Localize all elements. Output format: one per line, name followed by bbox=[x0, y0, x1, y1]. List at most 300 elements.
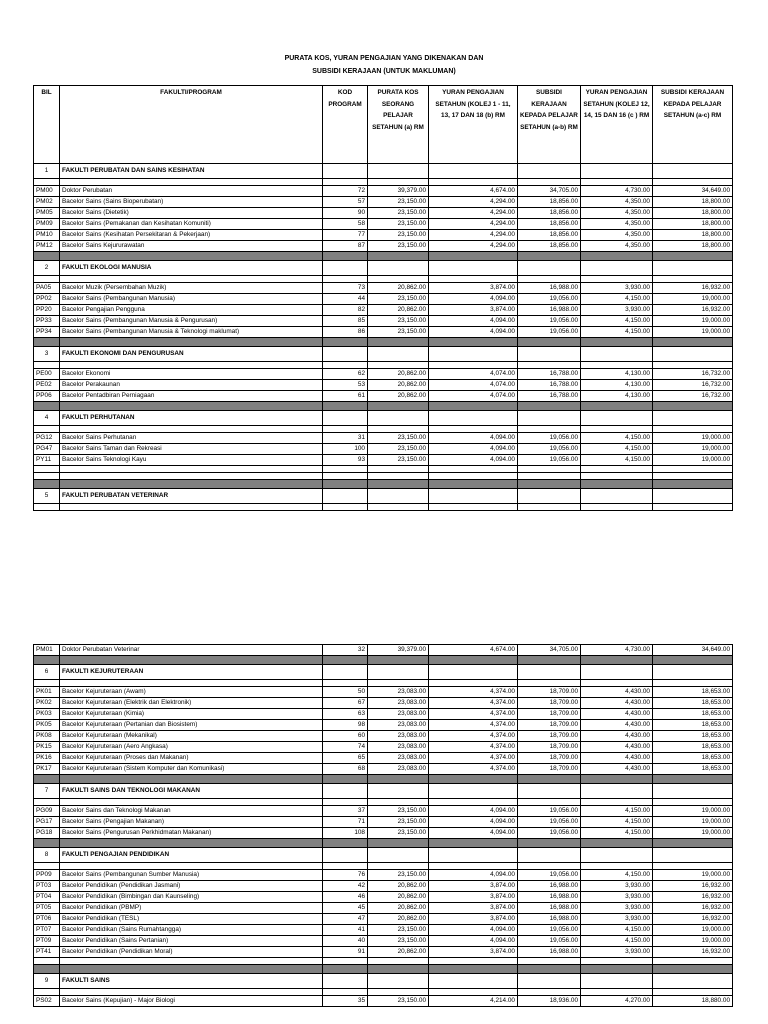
purata-kos: 23,083.00 bbox=[368, 709, 429, 720]
table-row bbox=[34, 709, 733, 720]
yuran-c: 4,150.00 bbox=[581, 925, 653, 936]
kod-program: 77 bbox=[323, 230, 368, 241]
separator-row bbox=[34, 252, 733, 261]
empty-cell bbox=[368, 338, 429, 347]
faculty-number: 6 bbox=[34, 665, 60, 680]
table-row bbox=[34, 645, 733, 656]
program-name: Bacelor Pentadbiran Perniagaan bbox=[60, 391, 323, 402]
empty-cell bbox=[323, 402, 368, 411]
blank-row bbox=[34, 799, 733, 806]
subsidi-ac: 19,000.00 bbox=[653, 455, 733, 466]
blank-row bbox=[34, 276, 733, 283]
yuran-b: 3,874.00 bbox=[429, 892, 518, 903]
faculty-number: 7 bbox=[34, 784, 60, 799]
separator-row bbox=[34, 402, 733, 411]
kod-program: 67 bbox=[323, 698, 368, 709]
subsidi-ac: 34,649.00 bbox=[653, 645, 733, 656]
yuran-b: 4,214.00 bbox=[429, 996, 518, 1007]
subsidi-ac: 18,653.00 bbox=[653, 698, 733, 709]
yuran-b: 4,374.00 bbox=[429, 687, 518, 698]
subsidi-ac: 19,000.00 bbox=[653, 828, 733, 839]
header-purata-kos: PURATA KOS SEORANG PELAJAR SETAHUN (a) RM bbox=[368, 86, 429, 164]
empty-cell bbox=[518, 252, 581, 261]
empty-cell bbox=[518, 466, 581, 473]
subsidi-ac: 18,653.00 bbox=[653, 753, 733, 764]
table-row bbox=[34, 294, 733, 305]
empty-cell bbox=[323, 276, 368, 283]
empty-cell bbox=[323, 799, 368, 806]
program-code: PG47 bbox=[34, 444, 60, 455]
purata-kos: 23,083.00 bbox=[368, 698, 429, 709]
empty-cell bbox=[518, 848, 581, 863]
yuran-c: 4,430.00 bbox=[581, 720, 653, 731]
yuran-b: 3,874.00 bbox=[429, 914, 518, 925]
subsidi-ac: 16,732.00 bbox=[653, 369, 733, 380]
empty-cell bbox=[581, 480, 653, 489]
program-name: Bacelor Kejuruteraan (Pertanian dan Biosistem) bbox=[60, 720, 323, 731]
empty-cell bbox=[653, 965, 733, 974]
blank-row bbox=[34, 989, 733, 996]
program-name: Doktor Perubatan Veterinar bbox=[60, 645, 323, 656]
purata-kos: 23,150.00 bbox=[368, 936, 429, 947]
subsidi-ab: 19,056.00 bbox=[518, 316, 581, 327]
empty-cell bbox=[429, 164, 518, 179]
yuran-c: 4,150.00 bbox=[581, 870, 653, 881]
empty-cell bbox=[429, 863, 518, 870]
subsidi-ab: 18,709.00 bbox=[518, 742, 581, 753]
table-row bbox=[34, 283, 733, 294]
program-name: Bacelor Pendidikan (Sains Pertanian) bbox=[60, 936, 323, 947]
subsidi-ac: 16,932.00 bbox=[653, 914, 733, 925]
program-code: PT07 bbox=[34, 925, 60, 936]
separator-row bbox=[34, 480, 733, 489]
purata-kos: 23,083.00 bbox=[368, 742, 429, 753]
subsidi-ac: 18,653.00 bbox=[653, 709, 733, 720]
subsidi-ac: 19,000.00 bbox=[653, 817, 733, 828]
empty-cell bbox=[429, 252, 518, 261]
subsidi-ac: 19,000.00 bbox=[653, 806, 733, 817]
purata-kos: 39,379.00 bbox=[368, 645, 429, 656]
title-line-1: PURATA KOS, YURAN PENGAJIAN YANG DIKENAKAN DAN bbox=[284, 55, 484, 62]
program-code: PS02 bbox=[34, 996, 60, 1007]
empty-cell bbox=[429, 426, 518, 433]
empty-cell bbox=[368, 411, 429, 426]
empty-cell bbox=[60, 252, 323, 261]
faculty-number: 2 bbox=[34, 261, 60, 276]
subsidi-ab: 18,936.00 bbox=[518, 996, 581, 1007]
empty-cell bbox=[429, 974, 518, 989]
purata-kos: 23,150.00 bbox=[368, 828, 429, 839]
empty-cell bbox=[429, 338, 518, 347]
kod-program: 90 bbox=[323, 208, 368, 219]
subsidi-ab: 19,056.00 bbox=[518, 806, 581, 817]
kod-program: 44 bbox=[323, 294, 368, 305]
empty-cell bbox=[34, 863, 60, 870]
yuran-c: 4,150.00 bbox=[581, 294, 653, 305]
empty-cell bbox=[368, 179, 429, 186]
subsidi-ac: 19,000.00 bbox=[653, 870, 733, 881]
empty-cell bbox=[323, 974, 368, 989]
table-row bbox=[34, 742, 733, 753]
empty-cell bbox=[34, 799, 60, 806]
empty-cell bbox=[518, 402, 581, 411]
empty-cell bbox=[323, 680, 368, 687]
header-subsidi-ab: SUBSIDI KERAJAAN KEPADA PELAJAR SETAHUN (a-b) RM bbox=[518, 86, 581, 164]
yuran-b: 3,874.00 bbox=[429, 947, 518, 958]
purata-kos: 20,862.00 bbox=[368, 903, 429, 914]
kod-program: 37 bbox=[323, 806, 368, 817]
table-row bbox=[34, 806, 733, 817]
blank-row bbox=[34, 466, 733, 473]
kod-program: 45 bbox=[323, 903, 368, 914]
kod-program: 58 bbox=[323, 219, 368, 230]
program-name: Bacelor Pengajian Pengguna bbox=[60, 305, 323, 316]
subsidi-ab: 19,056.00 bbox=[518, 327, 581, 338]
program-name: Bacelor Sains dan Teknologi Makanan bbox=[60, 806, 323, 817]
empty-cell bbox=[518, 680, 581, 687]
empty-cell bbox=[518, 839, 581, 848]
table-row bbox=[34, 433, 733, 444]
purata-kos: 23,150.00 bbox=[368, 996, 429, 1007]
yuran-b: 4,374.00 bbox=[429, 742, 518, 753]
empty-cell bbox=[368, 656, 429, 665]
kod-program: 98 bbox=[323, 720, 368, 731]
program-name: Bacelor Kejuruteraan (Mekanikal) bbox=[60, 731, 323, 742]
empty-cell bbox=[60, 775, 323, 784]
empty-cell bbox=[368, 473, 429, 480]
program-code: PG12 bbox=[34, 433, 60, 444]
yuran-c: 4,130.00 bbox=[581, 369, 653, 380]
program-name: Bacelor Pendidikan (Pendidikan Jasmani) bbox=[60, 881, 323, 892]
empty-cell bbox=[34, 473, 60, 480]
subsidi-ac: 18,800.00 bbox=[653, 219, 733, 230]
yuran-b: 4,094.00 bbox=[429, 316, 518, 327]
empty-cell bbox=[429, 839, 518, 848]
program-code: PG17 bbox=[34, 817, 60, 828]
empty-cell bbox=[429, 656, 518, 665]
program-name: Bacelor Pendidikan (TESL) bbox=[60, 914, 323, 925]
yuran-b: 4,374.00 bbox=[429, 764, 518, 775]
table-row bbox=[34, 764, 733, 775]
empty-cell bbox=[581, 338, 653, 347]
yuran-c: 4,150.00 bbox=[581, 828, 653, 839]
subsidi-ac: 16,732.00 bbox=[653, 391, 733, 402]
subsidi-ac: 19,000.00 bbox=[653, 936, 733, 947]
empty-cell bbox=[368, 848, 429, 863]
empty-cell bbox=[60, 656, 323, 665]
faculty-row bbox=[34, 848, 733, 863]
table-row bbox=[34, 327, 733, 338]
faculty-number: 9 bbox=[34, 974, 60, 989]
subsidi-ab: 19,056.00 bbox=[518, 817, 581, 828]
empty-cell bbox=[518, 656, 581, 665]
empty-cell bbox=[368, 775, 429, 784]
empty-cell bbox=[429, 848, 518, 863]
table-row bbox=[34, 925, 733, 936]
program-name: Bacelor Kejuruteraan (Aero Angkasa) bbox=[60, 742, 323, 753]
empty-cell bbox=[60, 473, 323, 480]
empty-cell bbox=[429, 489, 518, 504]
empty-cell bbox=[34, 504, 60, 511]
empty-cell bbox=[60, 863, 323, 870]
empty-cell bbox=[323, 252, 368, 261]
purata-kos: 20,862.00 bbox=[368, 283, 429, 294]
fee-table-page-1 bbox=[33, 85, 733, 511]
program-code: PP34 bbox=[34, 327, 60, 338]
purata-kos: 23,150.00 bbox=[368, 208, 429, 219]
kod-program: 73 bbox=[323, 283, 368, 294]
empty-cell bbox=[653, 974, 733, 989]
fee-table-page-2 bbox=[33, 644, 733, 1007]
program-code: PM00 bbox=[34, 186, 60, 197]
program-code: PK02 bbox=[34, 698, 60, 709]
empty-cell bbox=[60, 504, 323, 511]
subsidi-ab: 18,709.00 bbox=[518, 764, 581, 775]
program-name: Bacelor Kejuruteraan (Proses dan Makanan) bbox=[60, 753, 323, 764]
table-row bbox=[34, 230, 733, 241]
empty-cell bbox=[60, 362, 323, 369]
yuran-c: 4,730.00 bbox=[581, 186, 653, 197]
empty-cell bbox=[653, 426, 733, 433]
empty-cell bbox=[429, 411, 518, 426]
table-row bbox=[34, 219, 733, 230]
empty-cell bbox=[60, 680, 323, 687]
program-code: PP20 bbox=[34, 305, 60, 316]
purata-kos: 23,150.00 bbox=[368, 230, 429, 241]
table-row bbox=[34, 720, 733, 731]
table-row bbox=[34, 817, 733, 828]
empty-cell bbox=[60, 958, 323, 965]
yuran-b: 4,294.00 bbox=[429, 208, 518, 219]
purata-kos: 23,150.00 bbox=[368, 444, 429, 455]
program-code: PM10 bbox=[34, 230, 60, 241]
empty-cell bbox=[518, 426, 581, 433]
subsidi-ac: 19,000.00 bbox=[653, 294, 733, 305]
subsidi-ab: 18,709.00 bbox=[518, 753, 581, 764]
empty-cell bbox=[581, 839, 653, 848]
table-row bbox=[34, 455, 733, 466]
subsidi-ab: 16,788.00 bbox=[518, 380, 581, 391]
empty-cell bbox=[653, 958, 733, 965]
faculty-number: 8 bbox=[34, 848, 60, 863]
faculty-number: 4 bbox=[34, 411, 60, 426]
yuran-b: 4,094.00 bbox=[429, 870, 518, 881]
empty-cell bbox=[34, 402, 60, 411]
program-name: Bacelor Kejuruteraan (Sistem Komputer dan Komunikasi) bbox=[60, 764, 323, 775]
empty-cell bbox=[323, 338, 368, 347]
blank-row bbox=[34, 179, 733, 186]
empty-cell bbox=[60, 989, 323, 996]
empty-cell bbox=[34, 179, 60, 186]
subsidi-ab: 19,056.00 bbox=[518, 828, 581, 839]
empty-cell bbox=[518, 784, 581, 799]
empty-cell bbox=[368, 362, 429, 369]
program-name: Bacelor Pendidikan (Bimbingan dan Kaunseling) bbox=[60, 892, 323, 903]
empty-cell bbox=[581, 276, 653, 283]
table-row bbox=[34, 881, 733, 892]
empty-cell bbox=[323, 784, 368, 799]
empty-cell bbox=[518, 863, 581, 870]
empty-cell bbox=[368, 839, 429, 848]
blank-row bbox=[34, 473, 733, 480]
program-name: Bacelor Sains (Pembangunan Sumber Manusia) bbox=[60, 870, 323, 881]
subsidi-ab: 34,705.00 bbox=[518, 186, 581, 197]
empty-cell bbox=[429, 958, 518, 965]
subsidi-ab: 19,056.00 bbox=[518, 444, 581, 455]
subsidi-ab: 18,856.00 bbox=[518, 208, 581, 219]
empty-cell bbox=[60, 480, 323, 489]
yuran-b: 4,094.00 bbox=[429, 925, 518, 936]
program-name: Bacelor Perakaunan bbox=[60, 380, 323, 391]
empty-cell bbox=[581, 164, 653, 179]
empty-cell bbox=[581, 179, 653, 186]
empty-cell bbox=[368, 680, 429, 687]
program-code: PT03 bbox=[34, 881, 60, 892]
header-yuran-c: YURAN PENGAJIAN SETAHUN (KOLEJ 12, 14, 15 DAN 16 (c ) RM bbox=[581, 86, 653, 164]
table-row bbox=[34, 936, 733, 947]
kod-program: 46 bbox=[323, 892, 368, 903]
empty-cell bbox=[429, 989, 518, 996]
empty-cell bbox=[581, 784, 653, 799]
empty-cell bbox=[34, 362, 60, 369]
yuran-c: 4,430.00 bbox=[581, 764, 653, 775]
yuran-b: 4,094.00 bbox=[429, 433, 518, 444]
yuran-b: 4,094.00 bbox=[429, 936, 518, 947]
yuran-c: 3,930.00 bbox=[581, 892, 653, 903]
purata-kos: 23,150.00 bbox=[368, 241, 429, 252]
subsidi-ab: 18,709.00 bbox=[518, 709, 581, 720]
yuran-c: 4,150.00 bbox=[581, 806, 653, 817]
faculty-row bbox=[34, 665, 733, 680]
purata-kos: 23,150.00 bbox=[368, 327, 429, 338]
empty-cell bbox=[60, 338, 323, 347]
program-code: PT09 bbox=[34, 936, 60, 947]
program-code: PK17 bbox=[34, 764, 60, 775]
program-name: Bacelor Muzik (Persembahan Muzik) bbox=[60, 283, 323, 294]
empty-cell bbox=[518, 989, 581, 996]
empty-cell bbox=[34, 656, 60, 665]
yuran-b: 4,074.00 bbox=[429, 369, 518, 380]
program-name: Bacelor Sains (Kepujian) - Major Biologi bbox=[60, 996, 323, 1007]
blank-row bbox=[34, 863, 733, 870]
purata-kos: 39,379.00 bbox=[368, 186, 429, 197]
kod-program: 100 bbox=[323, 444, 368, 455]
empty-cell bbox=[653, 989, 733, 996]
subsidi-ac: 18,800.00 bbox=[653, 230, 733, 241]
empty-cell bbox=[581, 965, 653, 974]
subsidi-ac: 16,732.00 bbox=[653, 380, 733, 391]
table-row bbox=[34, 828, 733, 839]
kod-program: 68 bbox=[323, 764, 368, 775]
program-name: Bacelor Kejuruteraan (Elektrik dan Elektronik) bbox=[60, 698, 323, 709]
table-body-page-1 bbox=[34, 164, 733, 511]
table-row bbox=[34, 687, 733, 698]
empty-cell bbox=[323, 347, 368, 362]
table-row bbox=[34, 316, 733, 327]
empty-cell bbox=[323, 839, 368, 848]
program-name: Bacelor Sains (Pembangunan Manusia) bbox=[60, 294, 323, 305]
empty-cell bbox=[60, 276, 323, 283]
faculty-row bbox=[34, 261, 733, 276]
yuran-c: 4,130.00 bbox=[581, 380, 653, 391]
subsidi-ac: 18,800.00 bbox=[653, 208, 733, 219]
yuran-c: 4,150.00 bbox=[581, 444, 653, 455]
table-row bbox=[34, 892, 733, 903]
purata-kos: 20,862.00 bbox=[368, 380, 429, 391]
program-name: Bacelor Pendidikan (Pendidikan Moral) bbox=[60, 947, 323, 958]
yuran-c: 4,150.00 bbox=[581, 433, 653, 444]
subsidi-ab: 19,056.00 bbox=[518, 870, 581, 881]
header-yuran-b: YURAN PENGAJIAN SETAHUN (KOLEJ 1 - 11, 13, 17 DAN 18 (b) RM bbox=[429, 86, 518, 164]
empty-cell bbox=[518, 799, 581, 806]
empty-cell bbox=[429, 504, 518, 511]
subsidi-ab: 18,856.00 bbox=[518, 219, 581, 230]
faculty-row bbox=[34, 411, 733, 426]
subsidi-ab: 18,709.00 bbox=[518, 731, 581, 742]
faculty-name: FAKULTI KEJURUTERAAN bbox=[60, 665, 323, 680]
empty-cell bbox=[581, 656, 653, 665]
purata-kos: 23,150.00 bbox=[368, 925, 429, 936]
subsidi-ab: 16,988.00 bbox=[518, 283, 581, 294]
document-title bbox=[0, 52, 768, 78]
empty-cell bbox=[653, 466, 733, 473]
empty-cell bbox=[518, 974, 581, 989]
empty-cell bbox=[34, 958, 60, 965]
kod-program: 65 bbox=[323, 753, 368, 764]
empty-cell bbox=[60, 839, 323, 848]
subsidi-ab: 18,856.00 bbox=[518, 241, 581, 252]
empty-cell bbox=[581, 411, 653, 426]
empty-cell bbox=[429, 276, 518, 283]
empty-cell bbox=[653, 179, 733, 186]
kod-program: 31 bbox=[323, 433, 368, 444]
empty-cell bbox=[518, 473, 581, 480]
subsidi-ac: 19,000.00 bbox=[653, 433, 733, 444]
yuran-b: 4,674.00 bbox=[429, 186, 518, 197]
table-row bbox=[34, 753, 733, 764]
program-name: Bacelor Sains Perhutanan bbox=[60, 433, 323, 444]
empty-cell bbox=[518, 665, 581, 680]
yuran-b: 4,094.00 bbox=[429, 455, 518, 466]
empty-cell bbox=[429, 466, 518, 473]
header-program: FAKULTI/PROGRAM bbox=[60, 86, 323, 164]
empty-cell bbox=[653, 480, 733, 489]
subsidi-ac: 18,800.00 bbox=[653, 241, 733, 252]
purata-kos: 20,862.00 bbox=[368, 892, 429, 903]
faculty-name: FAKULTI EKOLOGI MANUSIA bbox=[60, 261, 323, 276]
empty-cell bbox=[368, 164, 429, 179]
program-code: PM01 bbox=[34, 645, 60, 656]
empty-cell bbox=[653, 402, 733, 411]
program-code: PM12 bbox=[34, 241, 60, 252]
blank-row bbox=[34, 958, 733, 965]
empty-cell bbox=[518, 276, 581, 283]
yuran-c: 4,270.00 bbox=[581, 996, 653, 1007]
kod-program: 47 bbox=[323, 914, 368, 925]
empty-cell bbox=[323, 489, 368, 504]
empty-cell bbox=[60, 466, 323, 473]
subsidi-ab: 16,788.00 bbox=[518, 369, 581, 380]
program-name: Bacelor Kejuruteraan (Kimia) bbox=[60, 709, 323, 720]
faculty-number: 5 bbox=[34, 489, 60, 504]
empty-cell bbox=[581, 958, 653, 965]
purata-kos: 23,083.00 bbox=[368, 731, 429, 742]
empty-cell bbox=[518, 504, 581, 511]
yuran-b: 4,374.00 bbox=[429, 709, 518, 720]
program-code: PM02 bbox=[34, 197, 60, 208]
empty-cell bbox=[60, 799, 323, 806]
kod-program: 86 bbox=[323, 327, 368, 338]
